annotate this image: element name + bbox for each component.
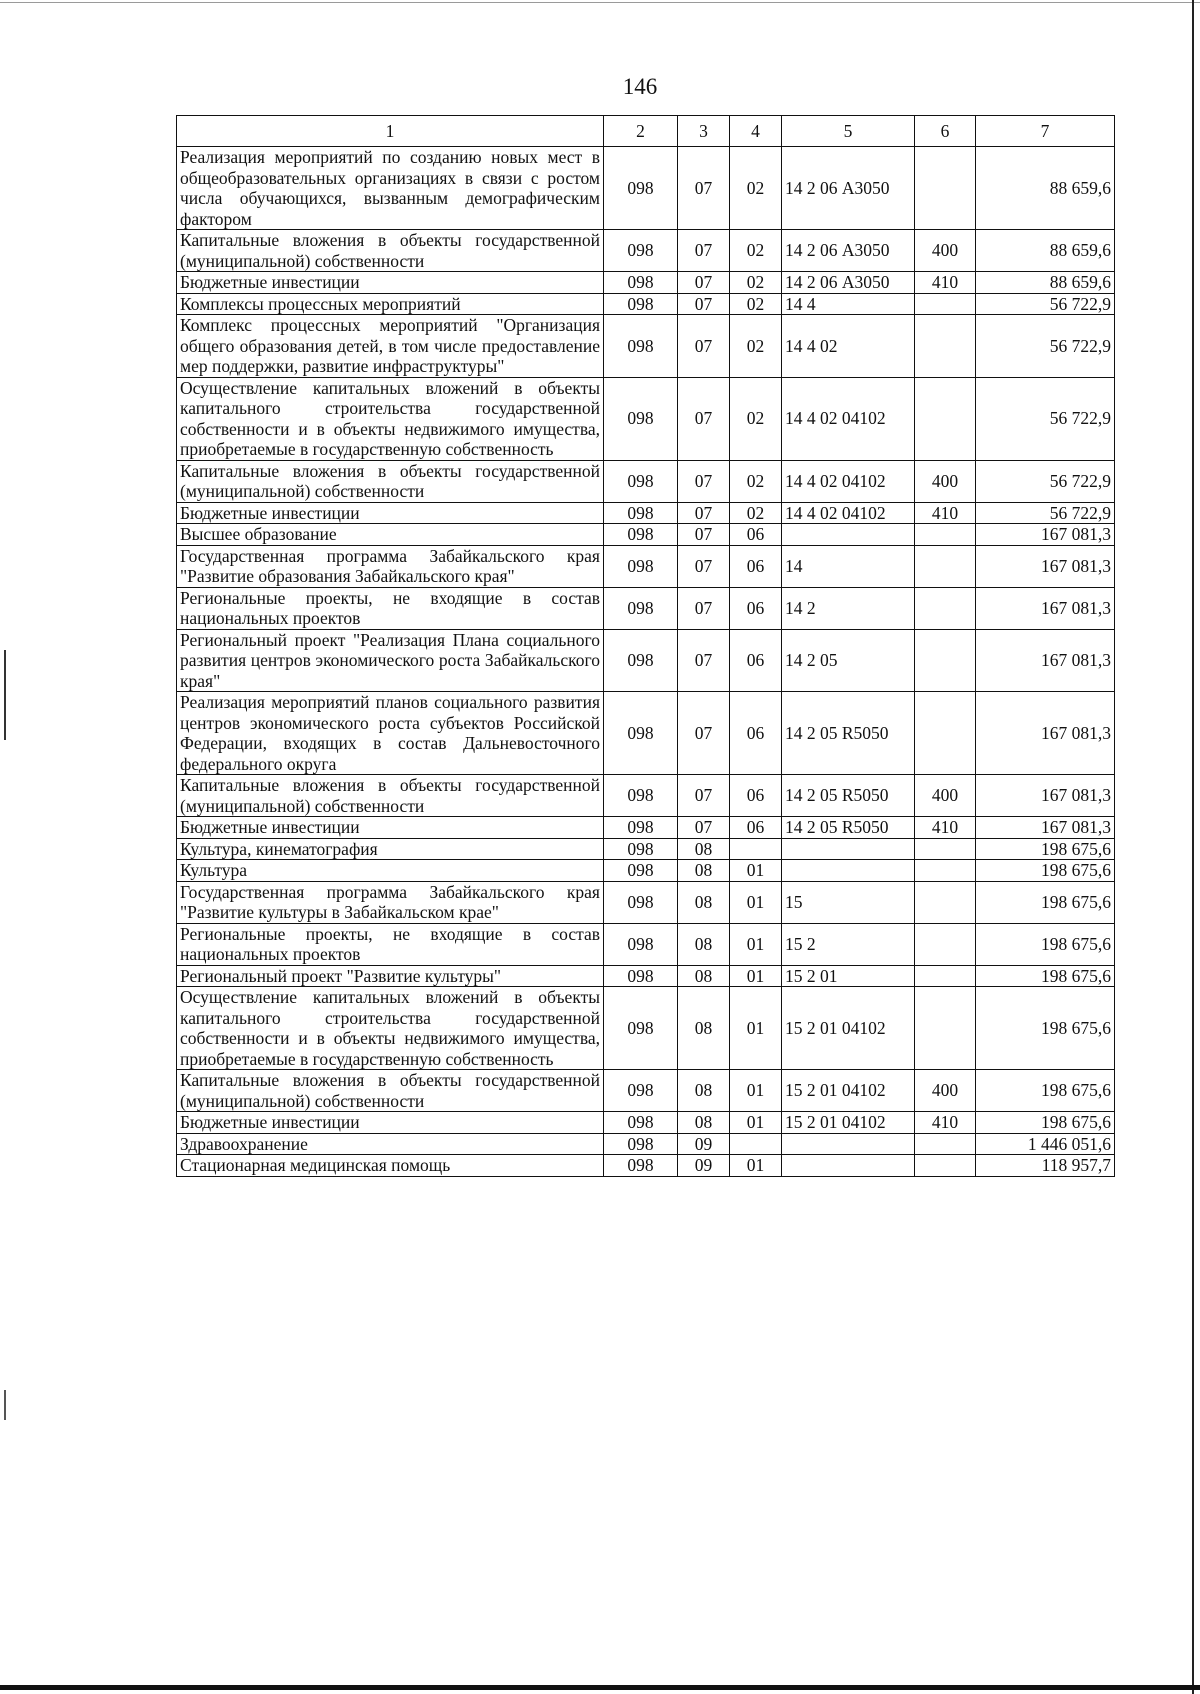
- table-row: [177, 524, 1115, 546]
- item-name-cell: Реализация мероприятий по созданию новых мест в общеобразовательных организациях в связи с ростом числа обучающихся, вызванным демографическим фактором: [177, 147, 604, 230]
- target-article-cell: 14 4 02 04102: [782, 502, 915, 524]
- subsection-code-cell: 02: [730, 315, 782, 378]
- ministry-code-cell: 098: [604, 315, 678, 378]
- table-row: [177, 587, 1115, 629]
- ministry-code-cell: 098: [604, 377, 678, 460]
- target-article-cell: [782, 524, 915, 546]
- header-row: [177, 116, 1115, 147]
- section-code-cell: 08: [678, 923, 730, 965]
- subsection-code-cell: 02: [730, 230, 782, 272]
- target-article-cell: [782, 838, 915, 860]
- item-name-cell: Государственная программа Забайкальского края "Развитие образования Забайкальского края": [177, 545, 604, 587]
- target-article-cell: 14: [782, 545, 915, 587]
- amount-cell: 88 659,6: [976, 272, 1115, 294]
- section-code-cell: 08: [678, 1112, 730, 1134]
- subsection-code-cell: 01: [730, 965, 782, 987]
- target-article-cell: 15 2 01 04102: [782, 1112, 915, 1134]
- section-code-cell: 09: [678, 1155, 730, 1177]
- subsection-code-cell: 02: [730, 272, 782, 294]
- expense-type-cell: [915, 838, 976, 860]
- expense-type-cell: [915, 923, 976, 965]
- item-name-cell: Капитальные вложения в объекты государственной (муниципальной) собственности: [177, 775, 604, 817]
- ministry-code-cell: 098: [604, 587, 678, 629]
- section-code-cell: 08: [678, 838, 730, 860]
- subsection-code-cell: 01: [730, 881, 782, 923]
- ministry-code-cell: 098: [604, 293, 678, 315]
- amount-cell: 198 675,6: [976, 1070, 1115, 1112]
- ministry-code-cell: 098: [604, 629, 678, 692]
- section-code-cell: 08: [678, 860, 730, 882]
- expense-type-cell: [915, 965, 976, 987]
- amount-cell: 198 675,6: [976, 1112, 1115, 1134]
- header-cell: 6: [915, 116, 976, 147]
- section-code-cell: 09: [678, 1133, 730, 1155]
- subsection-code-cell: 02: [730, 502, 782, 524]
- ministry-code-cell: 098: [604, 923, 678, 965]
- target-article-cell: 14 4 02: [782, 315, 915, 378]
- amount-cell: 167 081,3: [976, 545, 1115, 587]
- ministry-code-cell: 098: [604, 775, 678, 817]
- item-name-cell: Высшее образование: [177, 524, 604, 546]
- subsection-code-cell: 02: [730, 293, 782, 315]
- section-code-cell: 07: [678, 460, 730, 502]
- ministry-code-cell: 098: [604, 545, 678, 587]
- item-name-cell: Здравоохранение: [177, 1133, 604, 1155]
- subsection-code-cell: 01: [730, 1112, 782, 1134]
- amount-cell: 88 659,6: [976, 147, 1115, 230]
- scan-edge-right: [1192, 0, 1194, 1694]
- expense-type-cell: [915, 545, 976, 587]
- target-article-cell: [782, 860, 915, 882]
- header-cell: 7: [976, 116, 1115, 147]
- section-code-cell: 07: [678, 272, 730, 294]
- subsection-code-cell: 06: [730, 545, 782, 587]
- section-code-cell: 08: [678, 987, 730, 1070]
- subsection-code-cell: 06: [730, 692, 782, 775]
- amount-cell: 56 722,9: [976, 293, 1115, 315]
- section-code-cell: 08: [678, 965, 730, 987]
- table-row: [177, 293, 1115, 315]
- expense-type-cell: [915, 293, 976, 315]
- amount-cell: 56 722,9: [976, 377, 1115, 460]
- amount-cell: 167 081,3: [976, 629, 1115, 692]
- target-article-cell: 14 2 05 R5050: [782, 817, 915, 839]
- item-name-cell: Осуществление капитальных вложений в объекты капитального строительства государственной собственности и в объекты недвижимого имущества, приобретаемые в государственную собственность: [177, 987, 604, 1070]
- target-article-cell: [782, 1133, 915, 1155]
- ministry-code-cell: 098: [604, 460, 678, 502]
- section-code-cell: 08: [678, 881, 730, 923]
- ministry-code-cell: 098: [604, 524, 678, 546]
- expense-type-cell: 400: [915, 775, 976, 817]
- item-name-cell: Бюджетные инвестиции: [177, 272, 604, 294]
- amount-cell: 1 446 051,6: [976, 1133, 1115, 1155]
- header-cell: 2: [604, 116, 678, 147]
- amount-cell: 167 081,3: [976, 692, 1115, 775]
- ministry-code-cell: 098: [604, 1070, 678, 1112]
- header-cell: 1: [177, 116, 604, 147]
- target-article-cell: 15 2 01 04102: [782, 1070, 915, 1112]
- subsection-code-cell: [730, 838, 782, 860]
- section-code-cell: 07: [678, 775, 730, 817]
- section-code-cell: 07: [678, 692, 730, 775]
- amount-cell: 167 081,3: [976, 587, 1115, 629]
- target-article-cell: 14 4: [782, 293, 915, 315]
- table-row: [177, 987, 1115, 1070]
- target-article-cell: 14 2 05: [782, 629, 915, 692]
- subsection-code-cell: 02: [730, 460, 782, 502]
- subsection-code-cell: 01: [730, 860, 782, 882]
- expense-type-cell: [915, 315, 976, 378]
- table-row: [177, 460, 1115, 502]
- item-name-cell: Бюджетные инвестиции: [177, 817, 604, 839]
- table-row: [177, 1133, 1115, 1155]
- item-name-cell: Капитальные вложения в объекты государственной (муниципальной) собственности: [177, 230, 604, 272]
- expense-type-cell: [915, 377, 976, 460]
- scan-edge-top: [0, 2, 1200, 3]
- header-cell: 3: [678, 116, 730, 147]
- ministry-code-cell: 098: [604, 860, 678, 882]
- table-row: [177, 230, 1115, 272]
- subsection-code-cell: 06: [730, 629, 782, 692]
- target-article-cell: 14 2 06 А3050: [782, 147, 915, 230]
- expense-type-cell: [915, 524, 976, 546]
- ministry-code-cell: 098: [604, 1112, 678, 1134]
- item-name-cell: Осуществление капитальных вложений в объекты капитального строительства государственной собственности и в объекты недвижимого имущества, приобретаемые в государственную собственность: [177, 377, 604, 460]
- table-body: [177, 147, 1115, 1177]
- item-name-cell: Государственная программа Забайкальского края "Развитие культуры в Забайкальском крае": [177, 881, 604, 923]
- ministry-code-cell: 098: [604, 987, 678, 1070]
- amount-cell: 167 081,3: [976, 524, 1115, 546]
- expense-type-cell: 400: [915, 1070, 976, 1112]
- target-article-cell: 15 2 01 04102: [782, 987, 915, 1070]
- expense-type-cell: 410: [915, 272, 976, 294]
- table-row: [177, 377, 1115, 460]
- target-article-cell: 14 2 05 R5050: [782, 692, 915, 775]
- table-row: [177, 1155, 1115, 1177]
- item-name-cell: Региональный проект "Развитие культуры": [177, 965, 604, 987]
- expense-type-cell: [915, 1133, 976, 1155]
- table-row: [177, 629, 1115, 692]
- table-row: [177, 1112, 1115, 1134]
- subsection-code-cell: 02: [730, 147, 782, 230]
- header-cell: 5: [782, 116, 915, 147]
- ministry-code-cell: 098: [604, 817, 678, 839]
- expense-type-cell: [915, 987, 976, 1070]
- section-code-cell: 07: [678, 147, 730, 230]
- subsection-code-cell: [730, 1133, 782, 1155]
- subsection-code-cell: 01: [730, 923, 782, 965]
- scan-edge-bottom: [0, 1685, 1200, 1690]
- page-number: 146: [622, 74, 658, 99]
- target-article-cell: [782, 1155, 915, 1177]
- table-row: [177, 838, 1115, 860]
- item-name-cell: Комплекс процессных мероприятий "Организация общего образования детей, в том числе предоставление мер поддержки, развитие инфраструктуры": [177, 315, 604, 378]
- table-row: [177, 502, 1115, 524]
- expense-type-cell: [915, 147, 976, 230]
- subsection-code-cell: 01: [730, 1070, 782, 1112]
- target-article-cell: 14 4 02 04102: [782, 377, 915, 460]
- amount-cell: 198 675,6: [976, 860, 1115, 882]
- table-header: [177, 116, 1115, 147]
- target-article-cell: 15: [782, 881, 915, 923]
- section-code-cell: 07: [678, 524, 730, 546]
- amount-cell: 167 081,3: [976, 775, 1115, 817]
- budget-table: [176, 115, 1115, 1177]
- ministry-code-cell: 098: [604, 965, 678, 987]
- amount-cell: 198 675,6: [976, 987, 1115, 1070]
- table-row: [177, 860, 1115, 882]
- table-row: [177, 775, 1115, 817]
- section-code-cell: 07: [678, 315, 730, 378]
- section-code-cell: 07: [678, 545, 730, 587]
- ministry-code-cell: 098: [604, 272, 678, 294]
- ministry-code-cell: 098: [604, 502, 678, 524]
- expense-type-cell: [915, 587, 976, 629]
- subsection-code-cell: 01: [730, 1155, 782, 1177]
- item-name-cell: Капитальные вложения в объекты государственной (муниципальной) собственности: [177, 460, 604, 502]
- section-code-cell: 07: [678, 230, 730, 272]
- item-name-cell: Комплексы процессных мероприятий: [177, 293, 604, 315]
- expense-type-cell: 400: [915, 230, 976, 272]
- table-row: [177, 881, 1115, 923]
- expense-type-cell: [915, 1155, 976, 1177]
- expense-type-cell: [915, 881, 976, 923]
- table-row: [177, 147, 1115, 230]
- subsection-code-cell: 02: [730, 377, 782, 460]
- expense-type-cell: 400: [915, 460, 976, 502]
- target-article-cell: 14 2 06 А3050: [782, 230, 915, 272]
- amount-cell: 56 722,9: [976, 315, 1115, 378]
- table-row: [177, 545, 1115, 587]
- section-code-cell: 07: [678, 629, 730, 692]
- target-article-cell: 15 2 01: [782, 965, 915, 987]
- target-article-cell: 14 4 02 04102: [782, 460, 915, 502]
- item-name-cell: Региональный проект "Реализация Плана социального развития центров экономического роста Забайкальского края": [177, 629, 604, 692]
- ministry-code-cell: 098: [604, 147, 678, 230]
- table-row: [177, 315, 1115, 378]
- subsection-code-cell: 01: [730, 987, 782, 1070]
- subsection-code-cell: 06: [730, 524, 782, 546]
- table-row: [177, 272, 1115, 294]
- amount-cell: 88 659,6: [976, 230, 1115, 272]
- section-code-cell: 07: [678, 817, 730, 839]
- header-cell: 4: [730, 116, 782, 147]
- expense-type-cell: [915, 692, 976, 775]
- table-row: [177, 817, 1115, 839]
- scan-mark-left: [4, 650, 6, 740]
- item-name-cell: Бюджетные инвестиции: [177, 502, 604, 524]
- section-code-cell: 07: [678, 293, 730, 315]
- item-name-cell: Стационарная медицинская помощь: [177, 1155, 604, 1177]
- ministry-code-cell: 098: [604, 838, 678, 860]
- item-name-cell: Региональные проекты, не входящие в состав национальных проектов: [177, 587, 604, 629]
- amount-cell: 198 675,6: [976, 923, 1115, 965]
- scan-mark-left: [4, 1390, 6, 1420]
- table-row: [177, 1070, 1115, 1112]
- amount-cell: 56 722,9: [976, 502, 1115, 524]
- amount-cell: 118 957,7: [976, 1155, 1115, 1177]
- target-article-cell: 15 2: [782, 923, 915, 965]
- target-article-cell: 14 2 06 А3050: [782, 272, 915, 294]
- section-code-cell: 07: [678, 502, 730, 524]
- item-name-cell: Региональные проекты, не входящие в состав национальных проектов: [177, 923, 604, 965]
- subsection-code-cell: 06: [730, 587, 782, 629]
- table-row: [177, 965, 1115, 987]
- target-article-cell: 14 2 05 R5050: [782, 775, 915, 817]
- amount-cell: 198 675,6: [976, 881, 1115, 923]
- amount-cell: 167 081,3: [976, 817, 1115, 839]
- amount-cell: 198 675,6: [976, 965, 1115, 987]
- table-row: [177, 923, 1115, 965]
- expense-type-cell: 410: [915, 817, 976, 839]
- item-name-cell: Бюджетные инвестиции: [177, 1112, 604, 1134]
- item-name-cell: Капитальные вложения в объекты государственной (муниципальной) собственности: [177, 1070, 604, 1112]
- ministry-code-cell: 098: [604, 230, 678, 272]
- ministry-code-cell: 098: [604, 692, 678, 775]
- amount-cell: 198 675,6: [976, 838, 1115, 860]
- item-name-cell: Реализация мероприятий планов социального развития центров экономического роста субъектов Российской Федерации, входящих в состав Дальневосточного федерального округа: [177, 692, 604, 775]
- ministry-code-cell: 098: [604, 1133, 678, 1155]
- target-article-cell: 14 2: [782, 587, 915, 629]
- section-code-cell: 07: [678, 377, 730, 460]
- expense-type-cell: [915, 860, 976, 882]
- item-name-cell: Культура, кинематография: [177, 838, 604, 860]
- section-code-cell: 08: [678, 1070, 730, 1112]
- section-code-cell: 07: [678, 587, 730, 629]
- amount-cell: 56 722,9: [976, 460, 1115, 502]
- ministry-code-cell: 098: [604, 1155, 678, 1177]
- subsection-code-cell: 06: [730, 775, 782, 817]
- ministry-code-cell: 098: [604, 881, 678, 923]
- item-name-cell: Культура: [177, 860, 604, 882]
- table-row: [177, 692, 1115, 775]
- expense-type-cell: [915, 629, 976, 692]
- subsection-code-cell: 06: [730, 817, 782, 839]
- expense-type-cell: 410: [915, 502, 976, 524]
- expense-type-cell: 410: [915, 1112, 976, 1134]
